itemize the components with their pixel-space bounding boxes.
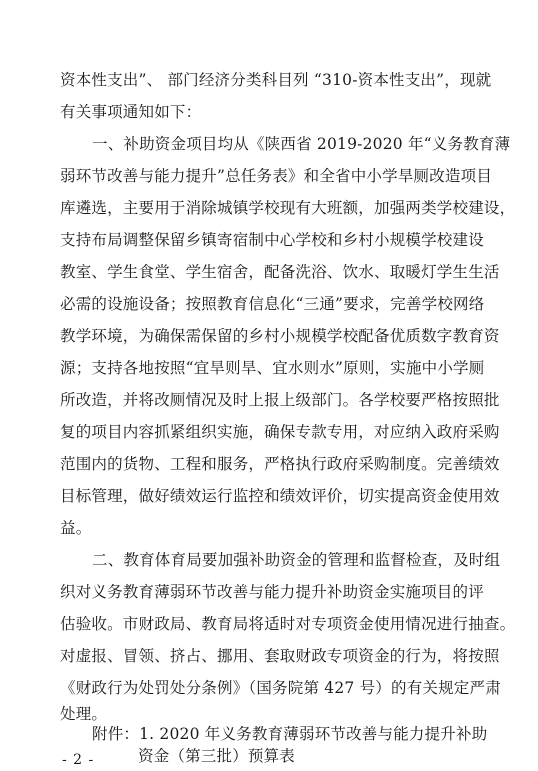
attachment-line: 资金（第三批）预算表: [138, 747, 296, 765]
paragraph-1-line: 必需的设施设备；按照教育信息化“三通”要求，完善学校网络: [60, 295, 485, 313]
paragraph-1-line: 复的项目内容抓紧组织实施，确保专款专用，对应纳入政府采购: [60, 423, 500, 441]
paragraph-2-line: 处理。: [60, 705, 108, 723]
paragraph-1-line: 范围内的货物、工程和服务，严格执行政府采购制度。完善绩效: [60, 455, 500, 473]
paragraph-1-line: 一、补助资金项目均从《陕西省 2019-2020 年“义务教育薄: [92, 135, 511, 153]
attachment-line: 附件：1. 2020 年义务教育薄弱环节改善与能力提升补助: [92, 725, 488, 743]
body-line: 资本性支出”、 部门经济分类科目列 “310-资本性支出”，现就: [60, 71, 492, 89]
paragraph-1-line: 所改造，并将改厕情况及时上报上级部门。各学校要严格按照批: [60, 391, 500, 409]
page-number: - 2 -: [62, 752, 95, 768]
paragraph-1-line: 目标管理，做好绩效运行监控和绩效评价，切实提高资金使用效: [60, 487, 500, 505]
paragraph-2-line: 织对义务教育薄弱环节改善与能力提升补助资金实施项目的评: [60, 583, 484, 601]
paragraph-1-line: 弱环节改善与能力提升”总任务表》和全省中小学旱厕改造项目: [60, 167, 493, 185]
paragraph-2-line: 《财政行为处罚处分条例》（国务院第 427 号）的有关规定严肃: [60, 679, 501, 697]
body-line: 有关事项通知如下：: [60, 103, 202, 121]
paragraph-1-line: 益。: [60, 519, 92, 537]
paragraph-1-line: 库遴选，主要用于消除城镇学校现有大班额，加强两类学校建设，: [60, 199, 516, 217]
paragraph-2-line: 估验收。市财政局、教育局将适时对专项资金使用情况进行抽查。: [60, 615, 516, 633]
paragraph-1-line: 教室、学生食堂、学生宿舍，配备洗浴、饮水、取暖灯学生生活: [60, 263, 500, 281]
paragraph-1-line: 教学环境，为确保需保留的乡村小规模学校配备优质数字教育资: [60, 327, 500, 345]
paragraph-2-line: 对虚报、冒领、挤占、挪用、套取财政专项资金的行为，将按照: [60, 647, 500, 665]
paragraph-1-line: 支持布局调整保留乡镇寄宿制中心学校和乡村小规模学校建设: [60, 231, 484, 249]
paragraph-2-line: 二、教育体育局要加强补助资金的管理和监督检查，及时组: [92, 551, 501, 569]
paragraph-1-line: 源；支持各地按照“宜旱则旱、宜水则水”原则，实施中小学厕: [60, 359, 485, 377]
